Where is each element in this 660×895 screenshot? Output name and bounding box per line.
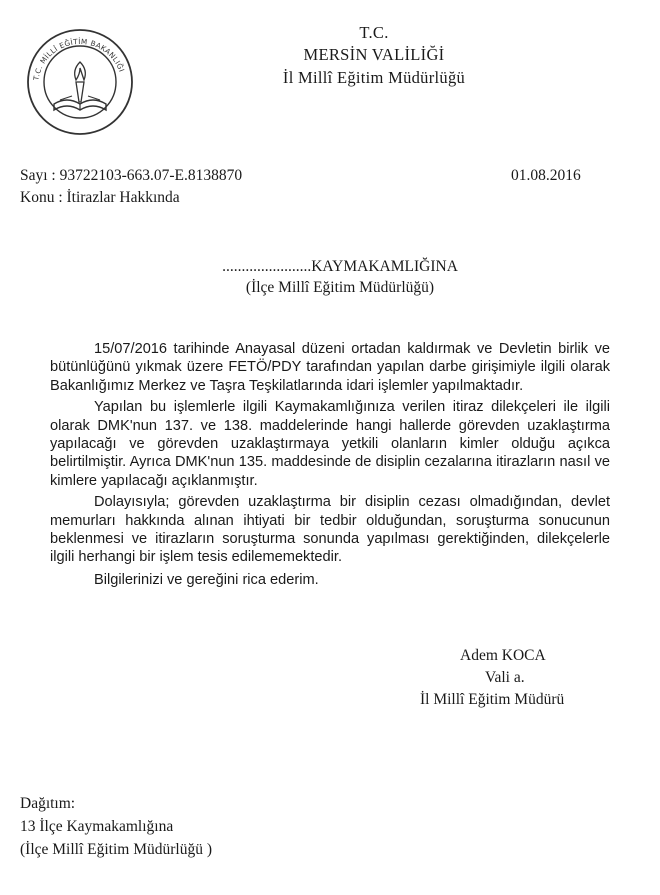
- body-paragraph-2: Yapılan bu işlemlerle ilgili Kaymakamlığınıza verilen itiraz dilekçeleri ile ilgili olarak DMK'nun 137. ve 138. maddelerinde hangi hallerde görevden uzaklaştırma yapılacağı ve görevden uzaklaştırmaya yetkili olanların kimler olduğu açıkca belirtilmiştir. Ayrıca DMK'nun 135. maddesinde de disiplin cezalarına itirazların nasıl ve kimlere yapılacağı açıklanmıştır.: [50, 399, 610, 489]
- addressee-title: .......................KAYMAKAMLIĞINA: [222, 258, 458, 275]
- document-date: 01.08.2016: [511, 167, 581, 184]
- body-paragraph-3: Dolayısıyla; görevden uzaklaştırma bir disiplin cezası olmadığından, devlet memurları hakkında alınan ihtiyati bir tedbir olduğundan, soruşturma sonucunun beklenmesi ve itirazların soruşturma sonunda yapılması gerektiğinden, dilekçelerle ilgili herhangi bir işlem tesis edilememektedir.: [50, 494, 610, 566]
- signatory-name: Adem KOCA: [460, 647, 546, 664]
- header-directorate: İl Millî Eğitim Müdürlüğü: [282, 68, 466, 87]
- signatory-title: İl Millî Eğitim Müdürü: [420, 691, 565, 708]
- letter-body: [50, 340, 610, 592]
- header-governorship: MERSİN VALİLİĞİ: [303, 45, 445, 64]
- header-tc: T.C.: [359, 23, 389, 42]
- document-subject: Konu : İtirazlar Hakkında: [20, 189, 180, 206]
- body-paragraph-4: Bilgilerinizi ve gereğini rica ederim.: [94, 571, 319, 588]
- signatory-role: Vali a.: [485, 669, 525, 686]
- seal-ring-text: T.C. MİLLÎ EĞİTİM BAKANLIĞI: [31, 36, 127, 82]
- distribution-label: Dağıtım:: [20, 795, 76, 812]
- distribution-line-1: 13 İlçe Kaymakamlığına: [20, 818, 174, 835]
- distribution-line-2: (İlçe Millî Eğitim Müdürlüğü ): [20, 841, 213, 858]
- document-number: Sayı : 93722103-663.07-E.8138870: [20, 167, 243, 184]
- addressee-subtitle: (İlçe Millî Eğitim Müdürlüğü): [245, 279, 435, 296]
- body-paragraph-1: 15/07/2016 tarihinde Anayasal düzeni ortadan kaldırmak ve Devletin birlik ve bütünlüğünü yıkmak üzere FETÖ/PDY tarafından yapılan darbe girişimiyle ilgili olarak Bakanlığımız Merkez ve Taşra Teşkilatlarında idari işlemler yapılmaktadır.: [50, 341, 610, 394]
